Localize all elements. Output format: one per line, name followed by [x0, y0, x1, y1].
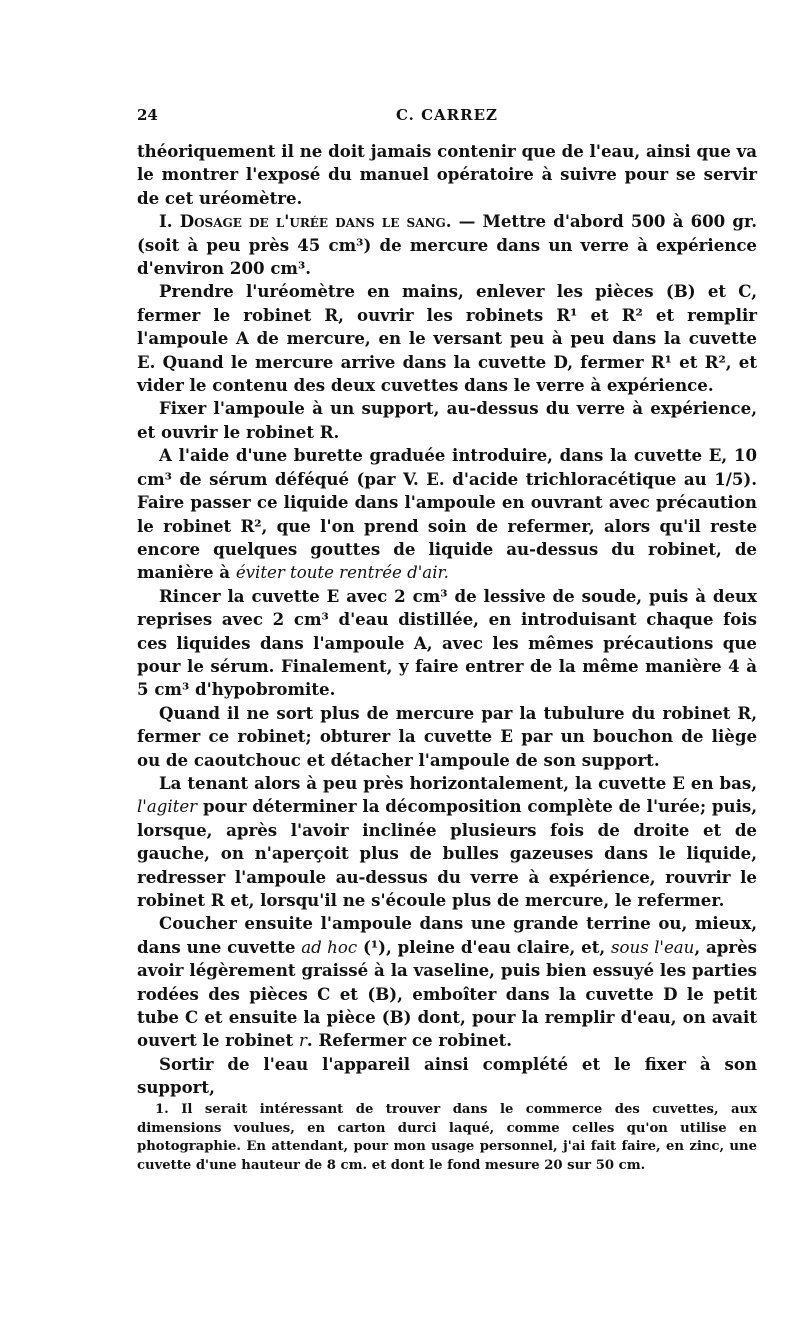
paragraph-text: Coucher ensuite l'ampoule dans une grande terrine ou, mieux, dans une cuvette — [137, 913, 757, 957]
paragraph: Prendre l'uréomètre en mains, enlever les pièces (B) et C, fermer le robinet R, ouvrir les robinets R¹ et R² et remplir l'ampoule A de mercure, en le versant peu à peu dans la cuvette E. Quand le mercure arrive dans la cuvette D, fermer R¹ et R², et vider le contenu des deux cuvettes dans le verre à expérience. — [137, 281, 757, 396]
paragraph — [137, 912, 757, 1052]
paragraph-text: Mettre d'abord 500 à 600 gr. (soit à peu près 45 cm³) de mercure dans un verre à expérience d'environ 200 cm³. — [137, 211, 757, 279]
italic-text: éviter toute rentrée d'air. — [235, 563, 449, 583]
body-text — [137, 140, 757, 1100]
paragraph-text: , après avoir légèrement graissé à la vaseline, puis bien essuyé les parties rodées des pièces C et (B), emboîter dans la cuvette D le petit tube C et ensuite la pièce (B) dont, pour la remplir d'eau, on avait ouvert le robinet — [137, 936, 757, 1051]
italic-text: r — [298, 1031, 307, 1051]
paragraph: Quand il ne sort plus de mercure par la tubulure du robinet R, fermer ce robinet; obturer la cuvette E par un bouchon de liège ou de caoutchouc et détacher l'ampoule de son support. — [137, 702, 757, 770]
section-heading: I. Dosage de l'urée dans le sang. — — [159, 211, 476, 232]
footnote — [137, 1101, 757, 1175]
italic-text: l'agiter — [137, 797, 198, 817]
paragraph-text: . Refermer ce robinet. — [306, 1030, 513, 1051]
paragraph — [137, 772, 757, 912]
paragraph-text: La tenant alors à peu près horizontalement, la cuvette E en bas, — [159, 772, 757, 793]
paragraph: Sortir de l'eau l'appareil ainsi complété et le fixer à son support, — [137, 1053, 757, 1098]
paragraph-text: (¹), pleine d'eau claire, et, — [362, 936, 606, 957]
paragraph-text: A l'aide d'une burette graduée introduire, dans la cuvette E, 10 cm³ de sérum déféqué (par V. E. d'acide trichloracétique au 1/5). Faire passer ce liquide dans l'ampoule en ouvrant avec précaution le robinet R², que l'on prend soin de refermer, alors qu'il reste encore quelques gouttes de liquide au-dessus du robinet, de manière à — [137, 445, 757, 583]
paragraph — [137, 210, 757, 280]
page-number: 24 — [137, 106, 158, 124]
italic-text: sous l'eau — [611, 937, 695, 957]
paragraph: Rincer la cuvette E avec 2 cm³ de lessive de soude, puis à deux reprises avec 2 cm³ d'eau distillée, en introduisant chaque fois ces liquides dans l'ampoule A, avec les mêmes précautions que pour le sérum. Finalement, y faire entrer de la même manière 4 à 5 cm³ d'hypobromite. — [137, 585, 757, 700]
running-head: C. CARREZ — [395, 106, 498, 124]
footnote-text: 1. Il serait intéressant de trouver dans le commerce des cuvettes, aux dimensions voulues, en carton durci laqué, comme celles qu'on utilise en photographie. En attendant, pour mon usage personnel, j'ai fait faire, en zinc, une cuvette d'une hauteur de 8 cm. et dont le fond mesure 20 sur 50 cm. — [137, 1102, 757, 1173]
paragraph — [137, 444, 757, 584]
italic-text: ad hoc — [301, 937, 358, 957]
paragraph: Fixer l'ampoule à un support, au-dessus du verre à expérience, et ouvrir le robinet R. — [137, 398, 757, 442]
page-header — [137, 106, 757, 128]
paragraph: théoriquement il ne doit jamais contenir que de l'eau, ainsi que va le montrer l'exposé du manuel opératoire à suivre pour se servir de cet uréomètre. — [137, 141, 757, 208]
paragraph-text: pour déterminer la décomposition complète de l'urée; puis, lorsque, après l'avoir inclinée plusieurs fois de droite et de gauche, on n'aperçoit plus de bulles gazeuses dans le liquide, redresser l'ampoule au-dessus du verre à expérience, rouvrir le robinet R et, lorsqu'il ne s'écoule plus de mercure, le refermer. — [137, 796, 757, 910]
